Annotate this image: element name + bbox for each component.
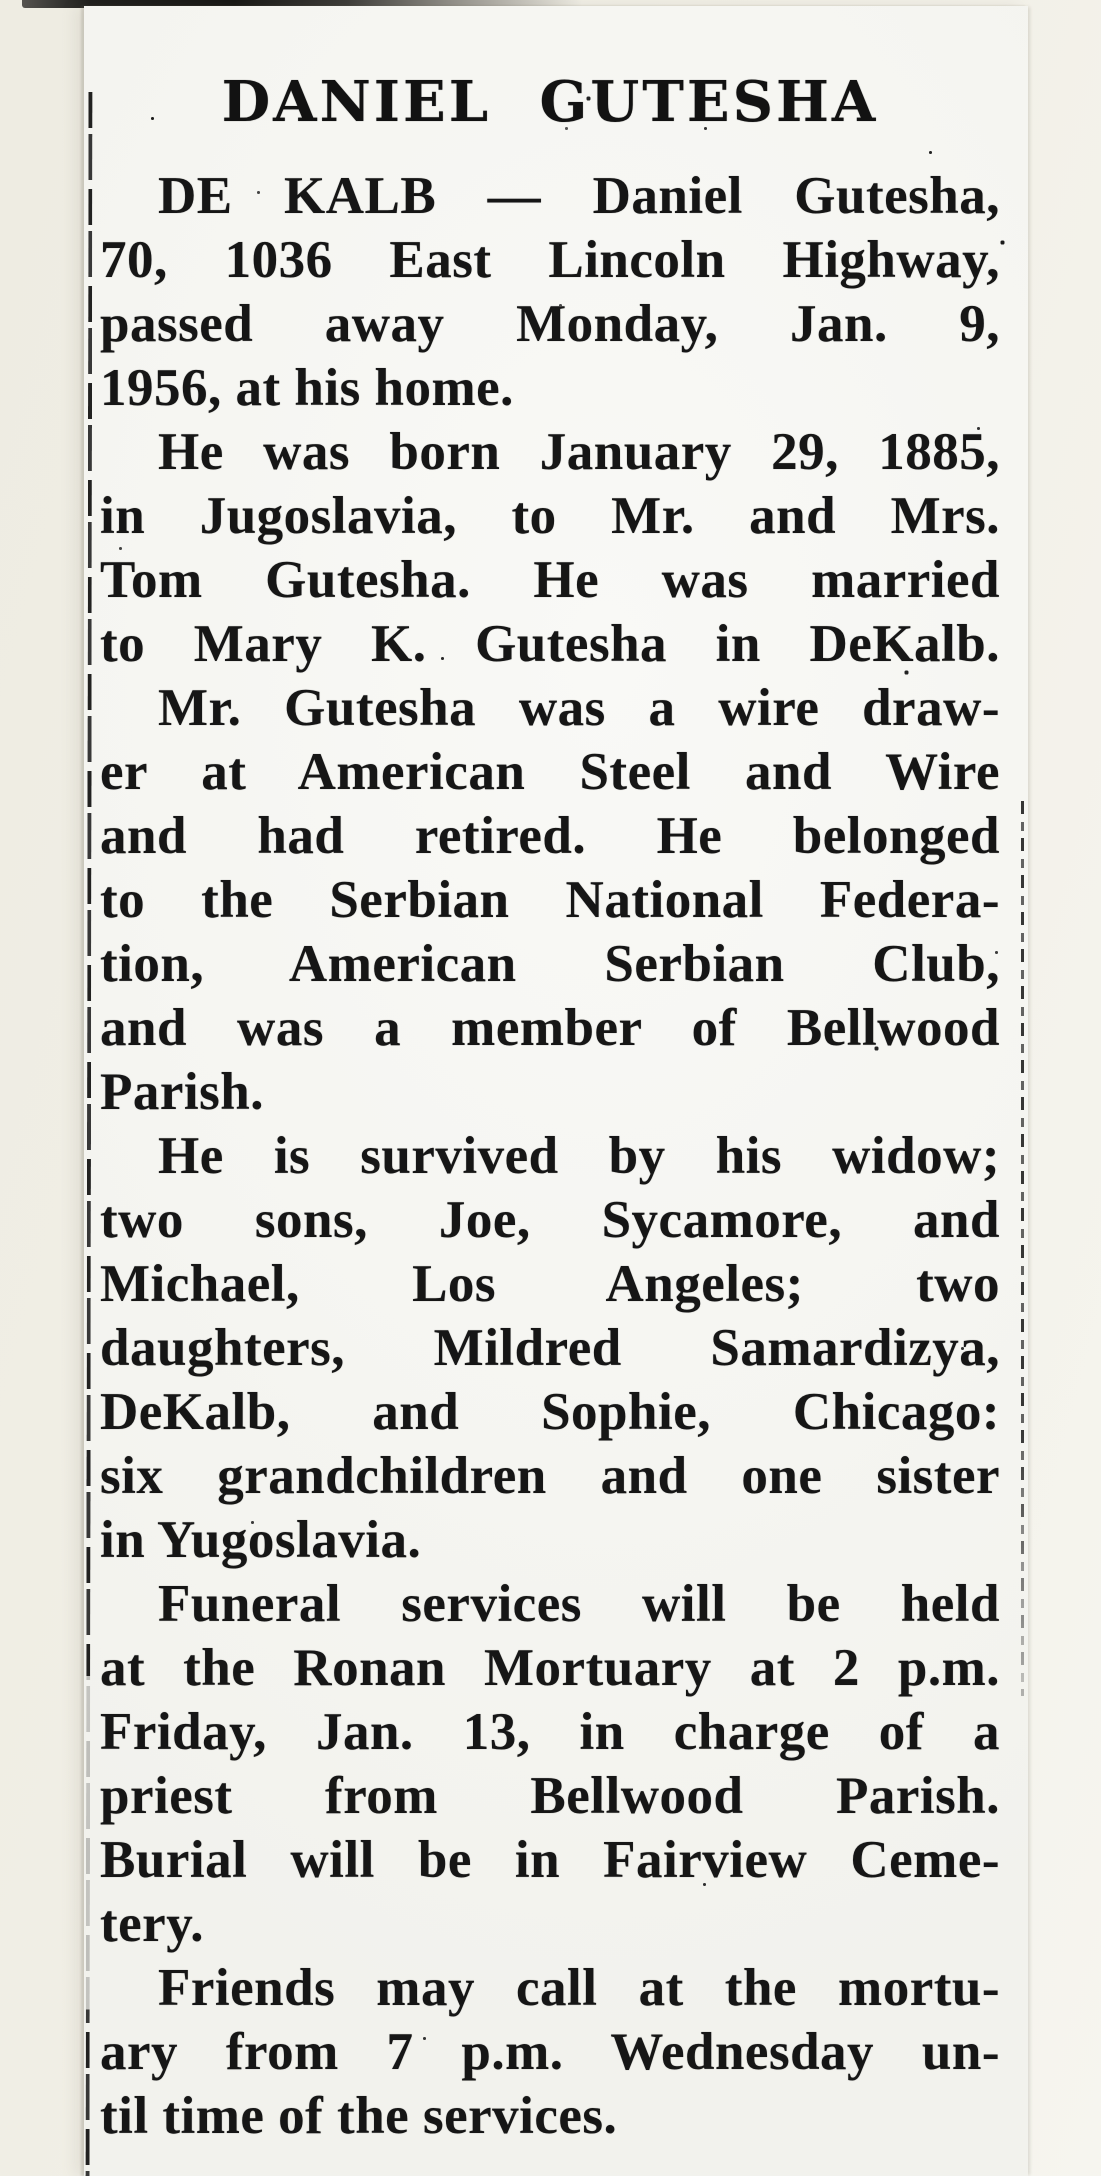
obituary-line: He is survived by his widow; bbox=[158, 1127, 1000, 1185]
obituary-line: er at American Steel and Wire bbox=[100, 743, 1000, 801]
obituary-line: Burial will be in Fairview Ceme- bbox=[100, 1831, 1000, 1889]
obituary-paragraph bbox=[100, 1956, 1000, 2148]
obituary-line: He was born January 29, 1885, bbox=[158, 423, 1000, 481]
obituary-line: to Mary K. Gutesha in DeKalb. bbox=[100, 615, 1000, 673]
obituary-column bbox=[100, 6, 1000, 2148]
newspaper-clipping bbox=[84, 6, 1028, 2176]
obituary-paragraph bbox=[100, 420, 1000, 676]
obituary-line: tery. bbox=[100, 1895, 205, 1953]
obituary-line: and had retired. He belonged bbox=[100, 807, 1000, 865]
obituary-paragraph bbox=[100, 1124, 1000, 1572]
obituary-line: and was a member of Bellwood bbox=[100, 999, 1000, 1057]
obituary-line: 1956, at his home. bbox=[100, 359, 514, 417]
obituary-headline: DANIEL GUTESHA bbox=[221, 69, 879, 135]
obituary-line: in Yugoslavia. bbox=[100, 1511, 422, 1569]
obituary-line: Friday, Jan. 13, in charge of a bbox=[100, 1703, 1000, 1761]
obituary-line: til time of the services. bbox=[100, 2087, 618, 2145]
obituary-line: daughters, Mildred Samardizya, bbox=[100, 1319, 1000, 1377]
obituary-line: Mr. Gutesha was a wire draw- bbox=[158, 679, 1000, 737]
obituary-line: six grandchildren and one sister bbox=[100, 1447, 1000, 1505]
obituary-line: Funeral services will be held bbox=[158, 1575, 1000, 1633]
obituary-line: Michael, Los Angeles; two bbox=[100, 1255, 1000, 1313]
obituary-paragraph bbox=[100, 1572, 1000, 1956]
obituary-line: Parish. bbox=[100, 1063, 264, 1121]
obituary-line: Friends may call at the mortu- bbox=[158, 1959, 1000, 2017]
obituary-line: in Jugoslavia, to Mr. and Mrs. bbox=[100, 487, 1000, 545]
obituary-body bbox=[100, 164, 1000, 2148]
obituary-line: 70, 1036 East Lincoln Highway, bbox=[100, 231, 1000, 289]
obituary-line: passed away Monday, Jan. 9, bbox=[100, 295, 1000, 353]
obituary-line: ary from 7 p.m. Wednesday un- bbox=[100, 2023, 1000, 2081]
obituary-line: Tom Gutesha. He was married bbox=[100, 551, 1000, 609]
obituary-line: at the Ronan Mortuary at 2 p.m. bbox=[100, 1639, 1000, 1697]
obituary-paragraph bbox=[100, 676, 1000, 1124]
ink-speckles bbox=[0, 0, 1, 1]
clipping-right-edge-line bbox=[1021, 801, 1024, 1696]
obituary-line: to the Serbian National Federa- bbox=[100, 871, 1000, 929]
obituary-line: DeKalb, and Sophie, Chicago: bbox=[100, 1383, 1000, 1441]
obituary-paragraph bbox=[100, 164, 1000, 420]
clipping-left-edge-line bbox=[86, 92, 93, 2176]
obituary-line: DE KALB — Daniel Gutesha, bbox=[158, 167, 1000, 225]
obituary-line: priest from Bellwood Parish. bbox=[100, 1767, 1000, 1825]
obituary-line: tion, American Serbian Club, bbox=[100, 935, 1000, 993]
obituary-line: two sons, Joe, Sycamore, and bbox=[100, 1191, 1000, 1249]
